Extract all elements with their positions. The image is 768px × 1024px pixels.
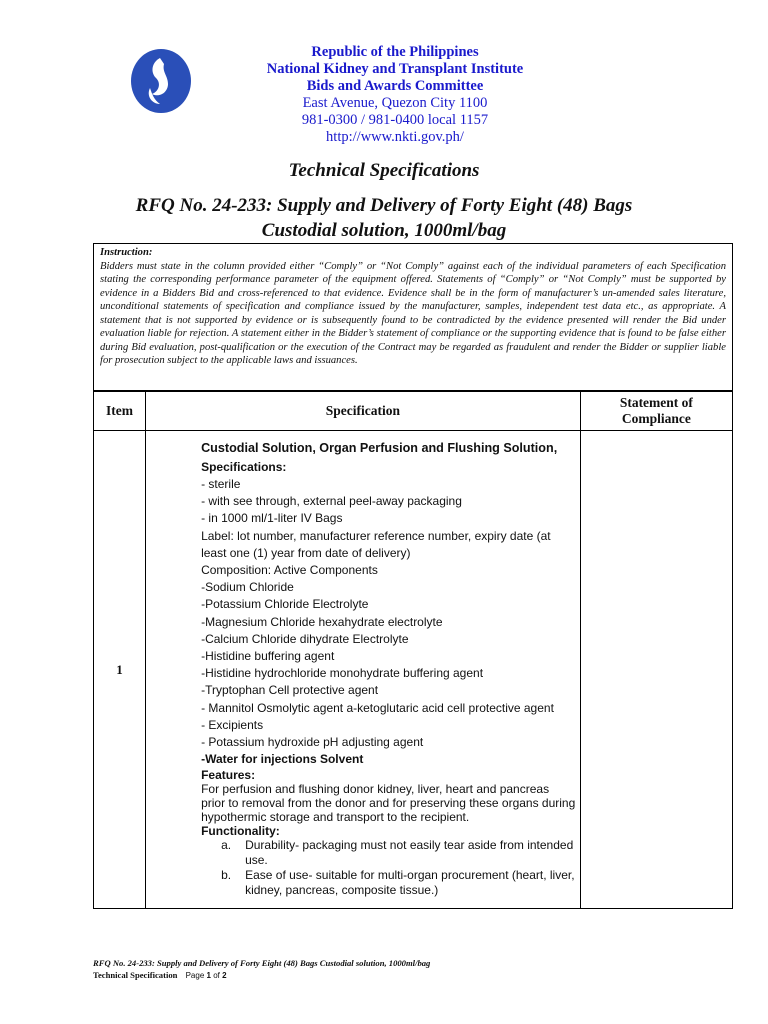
functionality-item [201,868,576,898]
compliance-cell[interactable] [580,431,732,909]
instruction-text: Bidders must state in the column provided either “Comply” or “Not Comply” against each of the individual parameters of each Specification stating the corresponding performance parameter of the equipment offered. Statements of “Comply” or “Not Comply” must be supported by evidence in a Bidders Bid and cross-referenced to that evidence. Evidence shall be in the form of manufacturer’s un-amended sales literature, unconditional statements of specification and compliance issued by the manufacturer, samples, independent test data etc., as appropriate. A statement that is not supported by evidence or is subsequently found to be contradicted by the evidence presented will render the Bid under evaluation liable for rejection. A statement either in the Bidder’s statement of compliance or the supporting evidence that is found to be false either during Bid evaluation, post-qualification or the execution of the Contract may be regarded as fraudulent and render the Bidder or supplier liable for prosecution subject to the applicable laws and issuances. [100,260,726,366]
nkti-kidney-logo-icon [130,48,192,114]
footer-page-total: 2 [222,971,227,980]
spec-line: -Histidine buffering agent [201,649,335,663]
institution-header [240,44,550,146]
header-line-phone: 981-0300 / 981-0400 local 1157 [301,112,489,128]
spec-line: - in 1000 ml/1-liter IV Bags [201,511,343,526]
spec-line: Composition: Active Components [201,562,378,577]
functionality-item [201,838,576,868]
functionality-text: Durability- packaging must not easily tear aside from intended use. [245,838,574,868]
footer-page-line [93,970,430,980]
spec-line: - Potassium hydroxide pH adjusting agent [201,735,424,750]
footer-doc-label: Technical Specification [93,970,178,980]
spec-line: -Sodium Chloride [201,580,294,595]
header-compliance-line2: Compliance [621,411,691,426]
features-text: For perfusion and flushing donor kidney, liver, heart and pancreas prior to removal from the donor and for preserving these organs during hypothermic storage and transport to the recipient. [201,782,576,825]
instruction-box [93,243,733,391]
product-name: Custodial Solution, Organ Perfusion and Flushing Solution, [201,440,558,455]
header-line-address: East Avenue, Quezon City 1100 [302,95,488,111]
functionality-marker: a. [221,838,232,853]
footer-page-word: Page [185,971,205,980]
specification-table [93,391,733,909]
spec-lines [201,476,576,751]
specification-cell [146,431,581,909]
specifications-label: Specifications: [201,459,287,474]
spec-line: -Tryptophan Cell protective agent [201,683,379,698]
header-specification: Specification [146,392,581,431]
rfq-title [0,193,768,243]
rfq-title-line1: RFQ No. 24-233: Supply and Delivery of Forty Eight (48) Bags [135,195,633,216]
functionality-list [201,838,576,898]
header-compliance-line1: Statement of [619,395,693,410]
footer-rfq: RFQ No. 24-233: Supply and Delivery of Forty Eight (48) Bags Custodial solution, 1000ml/bag [93,958,431,968]
header-line-institute: National Kidney and Transplant Institute [266,61,524,77]
footer-of-word: of [213,971,220,980]
spec-line: -Potassium Chloride Electrolyte [201,597,369,612]
header-line-committee: Bids and Awards Committee [306,78,484,94]
spec-line: -Calcium Chloride dihydrate Electrolyte [201,631,409,646]
functionality-marker: b. [221,868,232,883]
footer-page-info [186,971,227,980]
table-header-row [94,392,733,431]
header-line-country: Republic of the Philippines [311,44,479,60]
header-line-website[interactable]: http://www.nkti.gov.ph/ [326,129,464,145]
header-compliance [580,392,732,431]
page-title: Technical Specifications [288,160,480,181]
spec-line: Label: lot number, manufacturer reference number, expiry date (at least one (1) year from date of delivery) [201,528,551,560]
functionality-text: Ease of use- suitable for multi-organ procurement (heart, liver, kidney, pancreas, composite tissue.) [245,868,575,898]
spec-line: - Mannitol Osmolytic agent a-ketoglutaric acid cell protective agent [201,700,554,715]
functionality-label: Functionality: [201,824,280,839]
header-item: Item [94,392,146,431]
table-row [94,431,733,909]
page-footer [93,958,430,980]
rfq-title-line2: Custodial solution, 1000ml/bag [261,220,507,241]
spec-line: - Excipients [201,717,264,732]
item-number: 1 [94,431,146,909]
features-label: Features: [201,768,256,783]
footer-page-num: 1 [206,971,211,980]
water-line: -Water for injections Solvent [201,752,364,767]
spec-line: -Magnesium Chloride hexahydrate electrolyte [201,614,443,629]
spec-line: - sterile [201,476,241,491]
spec-line: - with see through, external peel-away packaging [201,494,462,509]
spec-line: -Histidine hydrochloride monohydrate buffering agent [201,666,484,681]
instruction-label: Instruction: [100,247,153,258]
